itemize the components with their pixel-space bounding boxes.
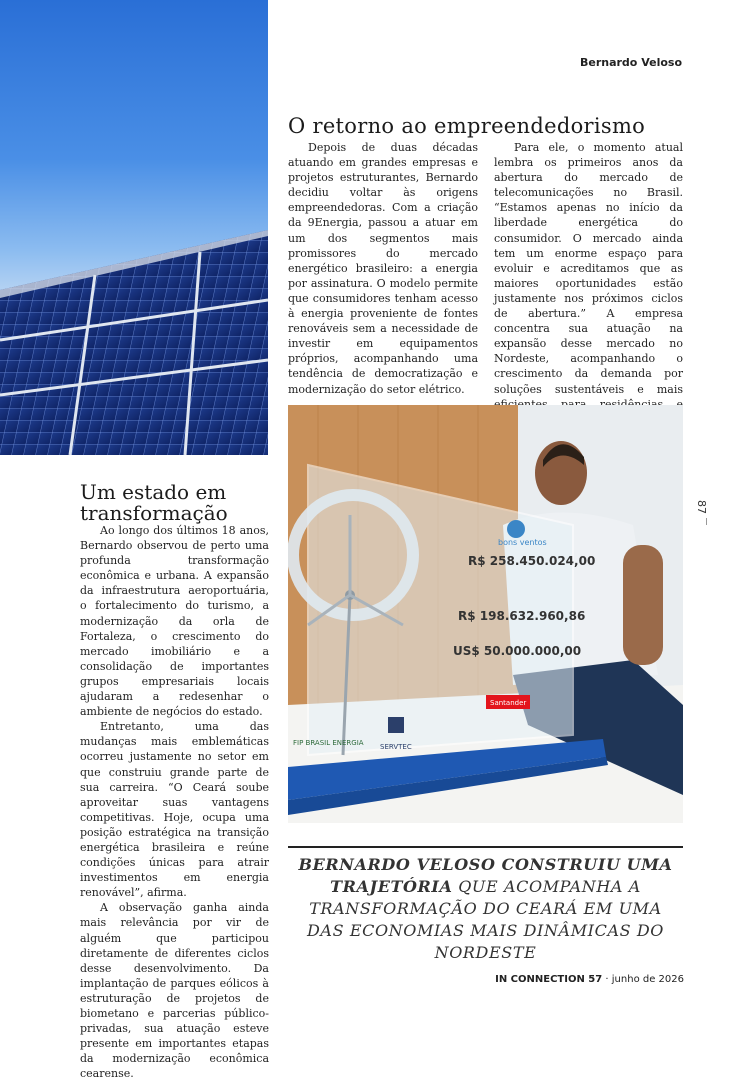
paragraph: Para ele, o momento atual lembra os primeiros anos da abertura do mercado de telecomunicações no Brasil. “Estamos apenas no início da liberdade energética do consumidor. O mercado ainda tem um enorme espaço para evoluir e acreditamos que as maiores oportunidades estão justamente nos próximos ciclos de abertura.” A empresa concentra sua atuação na expansão desse mercado no Nordeste, acompanhando o crescimento da demanda por soluções sustentáveis e mais [494, 141, 683, 396]
plaque-photo [288, 405, 683, 823]
paragraph: Ao longo dos últimos 18 anos, Bernardo observou de perto uma profunda transformação econômica e urbana. A expansão da infraestrutura aeroportuária, o fortalecimento do turismo, a modernização da orla de Fortaleza, o crescimento do mercado imobiliário e a consolidação de importantes grupos empresariais locais ajudaram a redesenhar o ambiente de negócios do estado. [80, 524, 269, 719]
page-number: 87 [695, 500, 708, 514]
body-column-2 [494, 140, 683, 427]
plaque-value-3: US$ 50.000.000,00 [453, 644, 582, 658]
author-name: Bernardo Veloso [579, 56, 682, 69]
issue-date: · junho de 2026 [602, 974, 684, 985]
plaque-footer-right: SERVTEC [380, 743, 412, 751]
pull-quote-rule [288, 846, 683, 848]
paragraph: Entretanto, uma das mudanças mais emblemáticas ocorreu justamente no setor em que construiu grande parte de sua carreira. “O Ceará soube aproveitar suas vantagens competitivas. Hoje, ocupa uma posição estratégica na transição energética brasileira e reúne condições únicas para atrair investimentos em energia renovável”, afirma. [80, 720, 269, 900]
magazine-name: IN CONNECTION 57 [495, 974, 603, 985]
section-headline: Um estado em transformação [80, 480, 228, 525]
page-footer [495, 974, 684, 985]
plaque-logo: bons ventos [498, 538, 547, 547]
paragraph: Depois de duas décadas atuando em grandes empresas e projetos estruturantes, Bernardo decidiu voltar às origens empreendedoras. Com a criação da 9Energia, passou a atuar em um dos segmentos mais promissores do mercado energético brasileiro: a energia por assinatura. O modelo permite que consumidores tenham acesso à energia proveniente de fontes renováveis sem a necessidade de investir em equipamentos próprios, acompanhando uma tendência de democratização e modernização do setor elétrico. [288, 141, 478, 396]
article-headline: O retorno ao empreendedorismo [288, 114, 646, 138]
body-column-3 [80, 523, 269, 1081]
plaque-value-1: R$ 258.450.024,00 [468, 554, 596, 568]
page-number-rule [706, 518, 707, 525]
body-column-1 [288, 140, 478, 397]
plaque-footer-left: FIP BRASIL ENERGIA [293, 739, 364, 747]
plaque-value-2: R$ 198.632.960,86 [458, 609, 586, 623]
plaque-bank: Santander [490, 699, 527, 707]
pull-quote-rest: QUE ACOMPANHA A TRANSFORMAÇÃO DO CEARÁ EM UMA DAS ECONOMIAS MAIS DINÂMICAS DO NORDESTE [307, 877, 664, 962]
paragraph: A observação ganha ainda mais relevância por vir de alguém que participou diretamente de diferentes ciclos desse desenvolvimento. Da implantação de parques eólicos à estruturação de projetos de biometano e parcerias público-privadas, sua atuação esteve presente em importantes etapas da modernização econômica cearense. [80, 901, 269, 1081]
pull-quote [288, 854, 683, 964]
pull-quote-bold: BERNARDO VELOSO CONSTRUIU UMA TRAJETÓRIA [298, 855, 673, 896]
solar-panel-photo [0, 0, 268, 455]
